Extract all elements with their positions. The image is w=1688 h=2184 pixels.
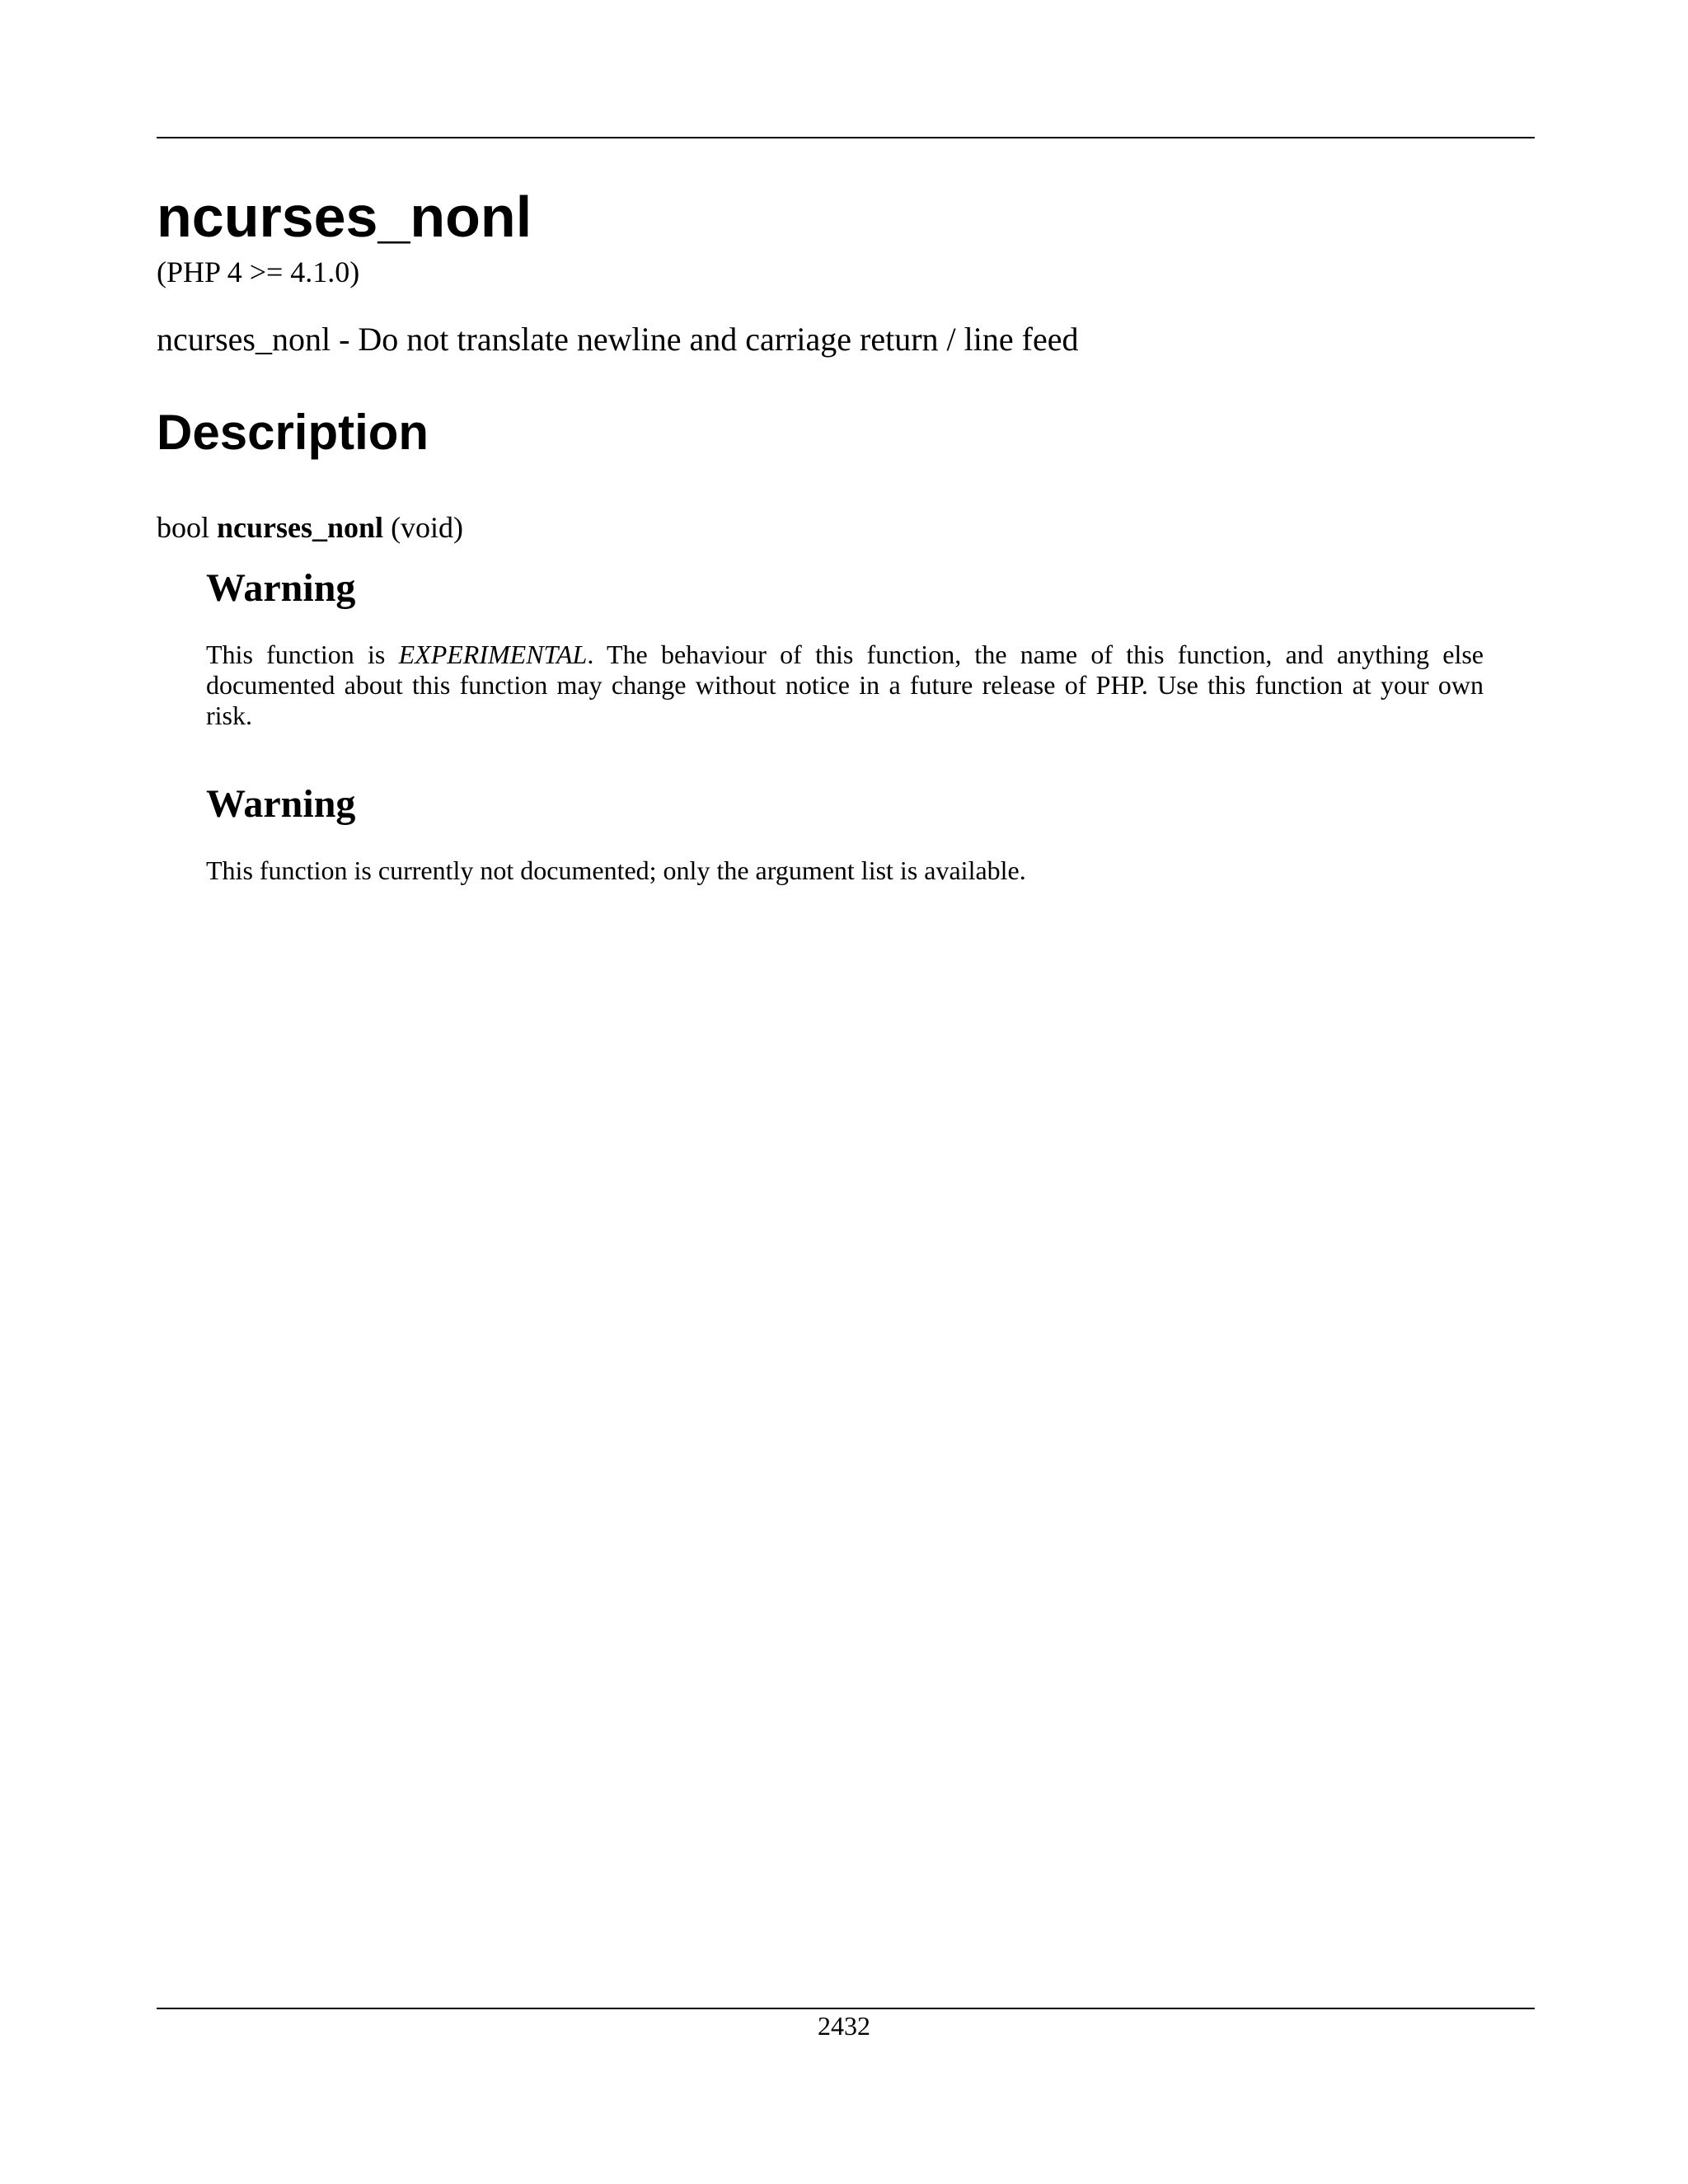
warning-text-after: . The behaviour of this function, the name of this function, and anything else documented about this function may change without notice in a future release of PHP. Use this function at your own risk. [206, 640, 1484, 730]
version-info: (PHP 4 >= 4.1.0) [157, 255, 360, 288]
warning-emphasis: EXPERIMENTAL [398, 640, 588, 669]
description-heading: Description [157, 405, 429, 460]
warning-title: Warning [206, 566, 356, 610]
warning-title: Warning [206, 782, 356, 826]
warning-text-before: This function is [206, 640, 399, 669]
warning-text [206, 640, 1484, 731]
header-rule [157, 137, 1535, 138]
function-purpose: ncurses_nonl - Do not translate newline and carriage return / line feed [157, 321, 1079, 358]
function-name: ncurses_nonl [217, 511, 384, 544]
return-type: bool [157, 511, 210, 544]
function-title: ncurses_nonl [157, 185, 532, 249]
warning-text: This function is currently not documented; only the argument list is available. [206, 855, 1026, 885]
function-params: (void) [391, 511, 464, 544]
function-synopsis [157, 513, 463, 542]
page-number: 2432 [818, 2011, 870, 2041]
footer-rule [157, 2008, 1535, 2009]
